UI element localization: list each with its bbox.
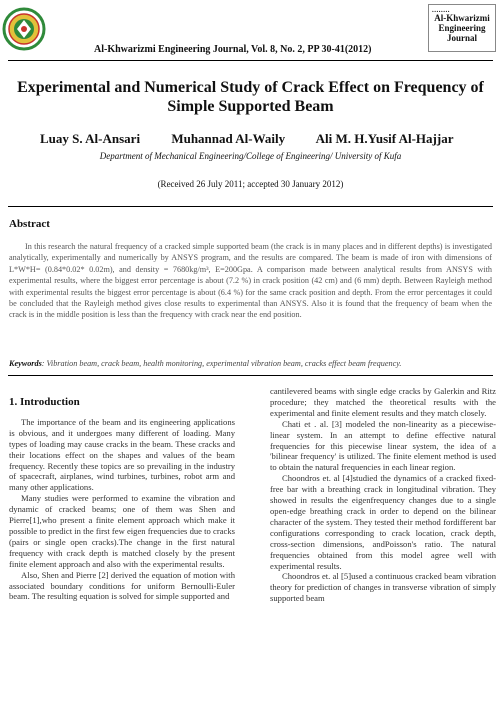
intro-paragraph-3: Also, Shen and Pierre [2] derived the equation of motion with associated boundary conditions for uniform Bernoulli-Euler beam. The resulting equation is solved for simple supported and xyxy=(9,569,235,602)
author-2: Muhannad Al-Waily xyxy=(171,131,286,146)
badge-dots: ........ xyxy=(432,6,450,14)
badge-line-2: Engineering xyxy=(438,23,486,33)
intro-paragraph-6: Choondros et. al [4]studied the dynamics of a cracked fixed-free bar with a breathing crack in longitudinal vibration. They showed in results the eigenfrequency changes due to a single open-edge breathing crack in order to depend on the bilinear character of the system. They tested their method fordifferent bar configurations corresponding to crack location, crack depth, cross-section dimensions, andPoisson's ratio. The natural frequencies obtained from this model agree well with experimental results. xyxy=(270,473,496,571)
abstract-bottom-rule xyxy=(8,375,493,376)
abstract-top-rule xyxy=(8,206,493,207)
abstract-heading: Abstract xyxy=(9,218,50,230)
affiliation: Department of Mechanical Engineering/College of Engineering/ University of Kufa xyxy=(99,151,402,161)
received-dates: (Received 26 July 2011; accepted 30 January 2012) xyxy=(157,179,344,189)
keywords-line xyxy=(9,359,492,368)
badge-line-1: Al-Khwarizmi xyxy=(434,13,490,23)
journal-logo xyxy=(2,2,46,56)
author-3: Ali M. H.Yusif Al-Hajjar xyxy=(315,131,454,146)
intro-paragraph-2: Many studies were performed to examine the vibration and dynamic of cracked beams; one of them was Shen and Pierre[1],who present a finite element approach which make it possible to predict in the first few eigen frequencies due to cracks (pairs or single open cracks).The change in the first natural frequency with crack depth is matched closely by the present finite element approach and also with the experimental results. xyxy=(9,493,235,569)
journal-citation: Al-Khwarizmi Engineering Journal, Vol. 8, No. 2, PP 30-41(2012) xyxy=(94,44,372,55)
abstract-body xyxy=(9,241,492,321)
abstract-paragraph: In this research the natural frequency of a cracked simple supported beam (the crack is in many places and in different depths) is investigated analytically, experimentally and numerically by ANSYS program, and the results are compared. The beam is made of iron with dimensions of L*W*H= (0.84*0.02* 0.02m), and density = 7680kg/m³, E=200Gpa. A comparison made between analytical results from ANSYS with experimental results, where the biggest error percentage is about (7.2 %) in crack position (42 cm) and (6 mm) depth. Between Rayleigh method with experimental results the biggest error percentage is about (6.4 %) for the same crack position and depth. From the error percentages it could be concluded that the Rayleigh method gives close results to experimental than ANSYS. Also it is found that the frequency of beam when the crack is in the middle position is less than the frequency with crack near the end position. xyxy=(9,242,492,320)
author-list xyxy=(40,131,453,147)
section-heading-introduction: 1. Introduction xyxy=(9,396,80,408)
intro-paragraph-4: cantilevered beams with single edge cracks by Galerkin and Ritz procedure; they matched the theoretical results with the experimental and finite element results and they match closely. xyxy=(270,386,496,418)
right-column xyxy=(270,386,496,604)
left-column xyxy=(9,386,235,602)
keywords-label: Keywords xyxy=(9,359,42,368)
intro-paragraph-5: Chati et . al. [3] modeled the non-linearity as a piecewise-linear system. In an attempt to define effective natural frequencies for this piecewise linear system, the idea of a 'bilinear frequency' is utilized. The finite element method is used to obtain the natural frequencies in each linear region. xyxy=(270,418,496,473)
header-rule xyxy=(8,60,493,61)
author-1: Luay S. Al-Ansari xyxy=(40,131,141,146)
intro-paragraph-7: Choondros et. al [5]used a continuous cracked beam vibration theory for prediction of changes in transverse vibration of simply supported beam xyxy=(270,571,496,604)
paper-title: Experimental and Numerical Study of Crack Effect on Frequency of Simple Supported Beam xyxy=(17,79,484,115)
keywords-text: : Vibration beam, crack beam, health monitoring, experimental vibration beam, cracks effect beam frequency. xyxy=(41,359,402,368)
journal-badge xyxy=(428,4,496,52)
badge-line-3: Journal xyxy=(446,33,477,43)
intro-paragraph-1: The importance of the beam and its engineering applications is obvious, and it undergoes many different of loading. Many types of loading may cause cracks in the beam. These cracks and their locations effect on the shapes and values of the beam frequency. Recently these topics are so prevailing in the industry of spacecraft, airplanes, wind turbines, turbines, robot arm and many other applications. xyxy=(9,416,235,493)
